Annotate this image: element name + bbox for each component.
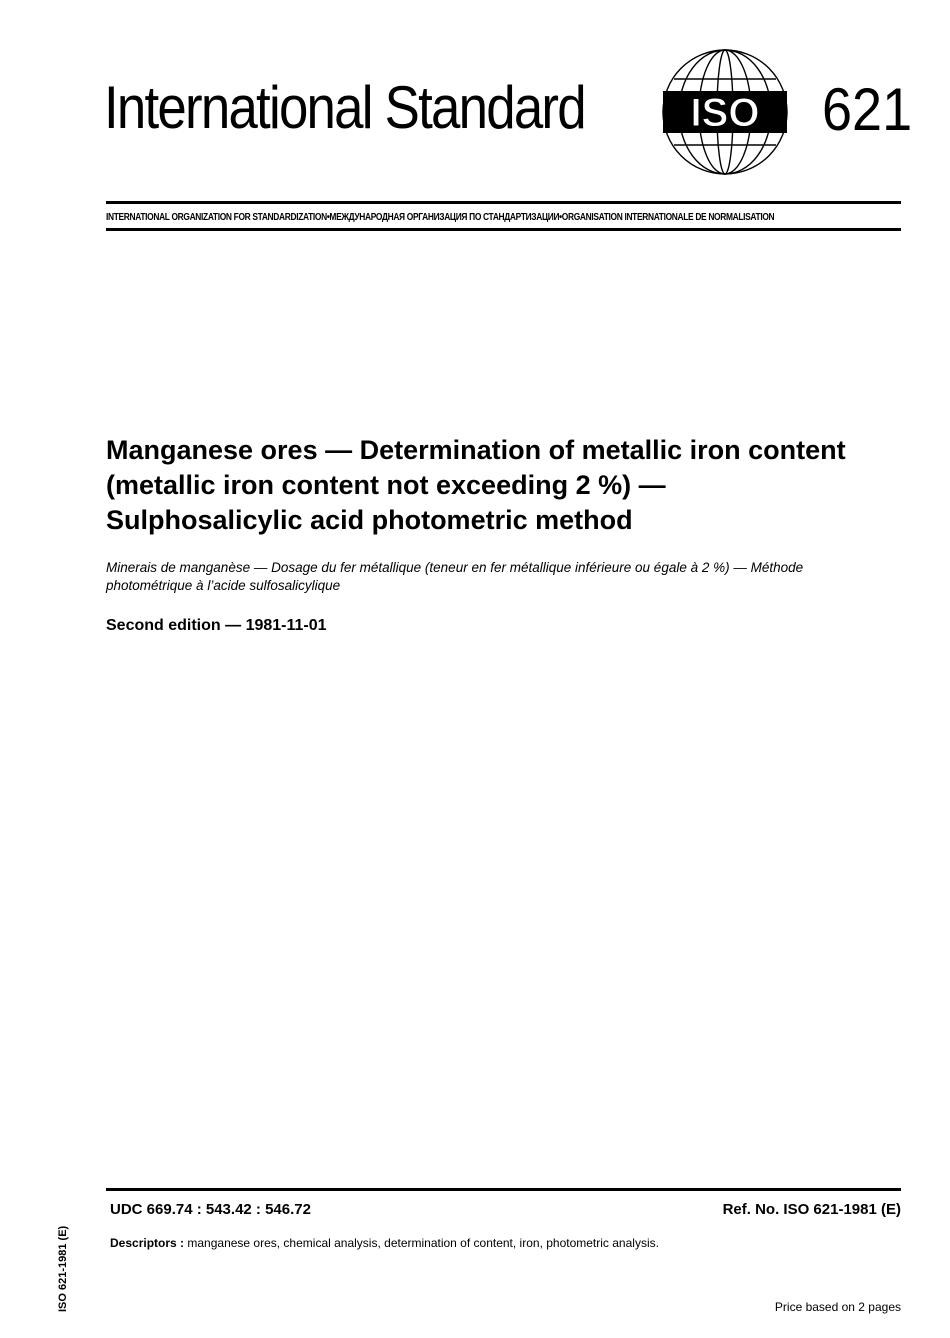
title-line-2: (metallic iron content not exceeding 2 %) —	[106, 470, 666, 500]
reference-number: Ref. No. ISO 621-1981 (E)	[722, 1201, 901, 1218]
title-line-1: Manganese ores — Determination of metallic iron content	[106, 435, 846, 465]
price-note: Price based on 2 pages	[774, 1300, 901, 1314]
middle-rule	[106, 228, 901, 231]
document-title	[106, 433, 906, 538]
title-line-3: Sulphosalicylic acid photometric method	[106, 505, 633, 535]
top-rule	[106, 201, 901, 204]
descriptors-text: manganese ores, chemical analysis, determination of content, iron, photometric analysis.	[187, 1236, 659, 1250]
descriptors	[110, 1236, 659, 1250]
standard-number: 621	[822, 76, 913, 143]
iso-logo-text: ISO	[690, 91, 760, 135]
iso-logo	[660, 47, 790, 177]
french-title: Minerais de manganèse — Dosage du fer métallique (teneur en fer métallique inférieure ou égale à 2 %) — Méthode photométrique à l’acide sulfosalicylique	[106, 560, 804, 593]
header-title: International Standard	[104, 74, 585, 141]
descriptors-label: Descriptors :	[110, 1236, 185, 1250]
organization-line: INTERNATIONAL ORGANIZATION FOR STANDARDIZATION•МЕЖДУНАРОДНАЯ ОРГАНИЗАЦИЯ ПО СТАНДАРТИЗАЦИИ•ORGANISATION INTERNATIONALE DE NORMALISATION	[106, 212, 775, 223]
bottom-rule	[106, 1188, 901, 1191]
udc-code: UDC 669.74 : 543.42 : 546.72	[110, 1201, 311, 1218]
side-document-code: ISO 621-1981 (E)	[57, 1225, 69, 1312]
edition: Second edition — 1981-11-01	[106, 617, 327, 634]
